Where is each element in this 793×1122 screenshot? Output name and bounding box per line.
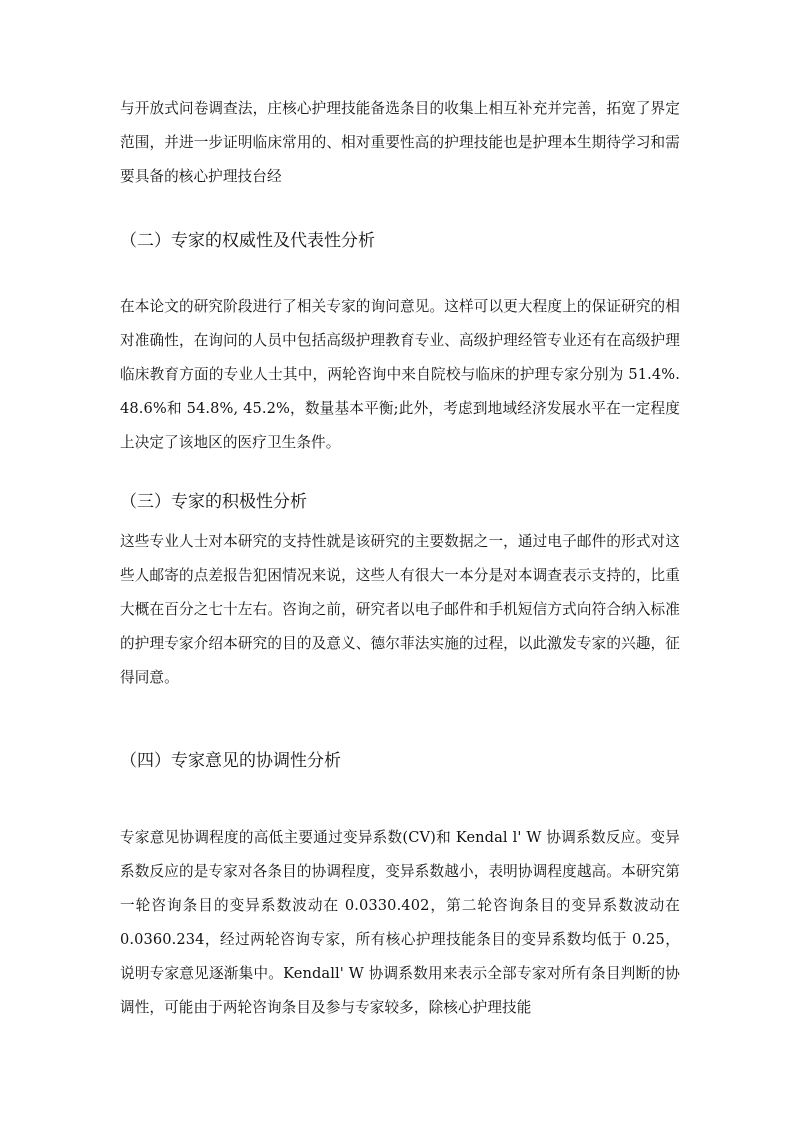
section-heading-2: （二）专家的权威性及代表性分析 (120, 231, 375, 251)
section-heading-4: （四）专家意见的协调性分析 (120, 751, 341, 771)
body-paragraph-2: 在本论文的研究阶段进行了相关专家的询问意见。这样可以更大程度上的保证研究的相对准确性，在询问的人员中包括高级护理教育专业、高级护理经管专业还有在高级护理临床教育方面的专业人士其中，两轮咨询中来自院校与临床的护理专家分别为 51.4%. 48.6%和 54.8%, 45.2%，数量基本平衡;此外，考虑到地域经济发展水平在一定程度上决定了该地区的医疗卫生条件。 (120, 298, 680, 451)
section-heading-3: （三）专家的积极性分析 (120, 492, 307, 512)
body-paragraph-3: 这些专业人士对本研究的支持性就是该研究的主要数据之一，通过电子邮件的形式对这些人邮寄的点差报告犯困情况来说，这些人有很大一本分是对本调查表示支持的，比重大概在百分之七十左右。咨询之前，研究者以电子邮件和手机短信方式向符合纳入标准的护理专家介绍本研究的目的及意义、德尔菲法实施的过程，以此激发专家的兴趣，征得同意。 (120, 533, 680, 686)
body-paragraph-1: 与开放式问卷调查法，庄核心护理技能备选条目的收集上相互补充并完善，拓宽了界定范围，并进一步证明临床常用的、相对重要性高的护理技能也是护理本生期待学习和需要具备的核心护理技台经 (120, 100, 680, 185)
body-paragraph-4: 专家意见协调程度的高低主要通过变异系数(CV)和 Kendal l' W 协调系数反应。变异系数反应的是专家对各条目的协调程度，变异系数越小，表明协调程度越高。本研究第一轮咨询条目的变异系数波动在 0.0330.402，第二轮咨询条目的变异系数波动在 0.0360.234，经过两轮咨询专家，所有核心护理技能条目的变异系数均低于 0.25，说明专家意见逐渐集中。Kendall' W 协调系数用来表示全部专家对所有条目判断的协调性，可能由于两轮咨询条目及参与专家较多，除核心护理技能 (120, 829, 680, 1016)
